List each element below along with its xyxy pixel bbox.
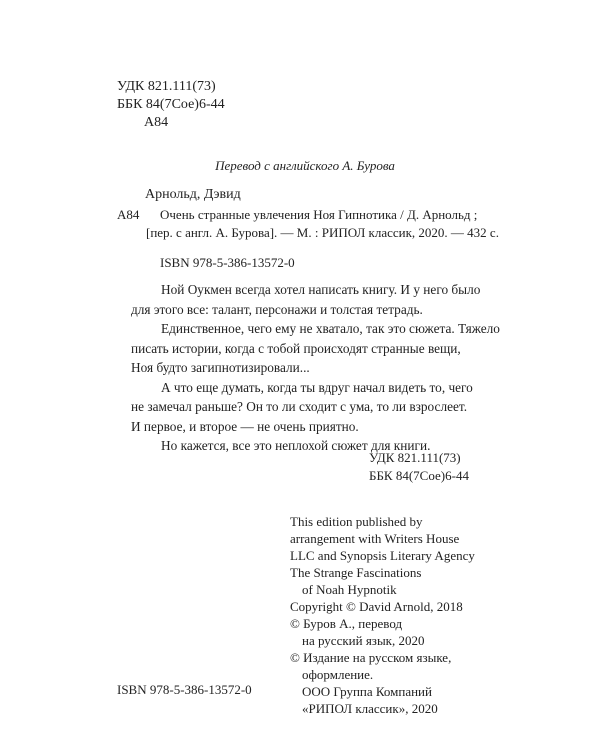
copyright-line: Copyright © David Arnold, 2018	[290, 599, 463, 614]
catalog-publication-line: [пер. с англ. А. Бурова]. — М. : РИПОЛ классик, 2020. — 432 с.	[146, 225, 499, 240]
annotation-paragraph: Единственное, чего ему не хватало, так это сюжета. Тяжело писать истории, когда с тобой происходят странные вещи, Ноя будто загипнотизировали...	[131, 321, 500, 375]
catalog-isbn: ISBN 978-5-386-13572-0	[160, 255, 295, 270]
copyright-line: «РИПОЛ классик», 2020	[302, 701, 438, 716]
author-mark-top: А84	[144, 115, 169, 130]
bbk-code-bottom: ББК 84(7Сое)6-44	[369, 468, 469, 483]
catalog-title-line: Очень странные увлечения Ноя Гипнотика / Д. Арнольд ;	[160, 207, 478, 222]
isbn-bottom: ISBN 978-5-386-13572-0	[117, 682, 252, 697]
copyright-line: © Издание на русском языке,	[290, 650, 452, 665]
copyright-line: оформление.	[302, 667, 374, 682]
copyright-line: arrangement with Writers House	[290, 531, 460, 546]
copyright-block	[290, 513, 475, 717]
annotation-paragraph: Ной Оукмен всегда хотел написать книгу. И у него было для этого все: талант, персонажи и толстая тетрадь.	[131, 282, 481, 317]
copyright-line: ООО Группа Компаний	[302, 684, 432, 699]
copyright-line: The Strange Fascinations	[290, 565, 422, 580]
annotation	[131, 280, 500, 456]
translator-note: Перевод с английского А. Бурова	[215, 158, 395, 173]
copyright-line: LLC and Synopsis Literary Agency	[290, 548, 475, 563]
copyright-line: на русский язык, 2020	[302, 633, 425, 648]
bbk-code-top: ББК 84(7Сое)6-44	[117, 97, 225, 112]
annotation-paragraph: А что еще думать, когда ты вдруг начал видеть то, чего не замечал раньше? Он то ли сходит с ума, то ли взрослеет. И первое, и второе — не очень приятно.	[131, 379, 473, 434]
annotation-paragraph: Но кажется, все это неплохой сюжет для книги.	[161, 438, 431, 453]
copyright-line: © Буров А., перевод	[290, 616, 403, 631]
udk-code-top: УДК 821.111(73)	[117, 79, 216, 94]
copyright-line: of Noah Hypnotik	[302, 582, 397, 597]
catalog-author: Арнольд, Дэвид	[145, 187, 241, 202]
udk-code-bottom: УДК 821.111(73)	[369, 450, 461, 465]
catalog-mark: А84	[117, 207, 140, 222]
copyright-line: This edition published by	[290, 514, 423, 529]
